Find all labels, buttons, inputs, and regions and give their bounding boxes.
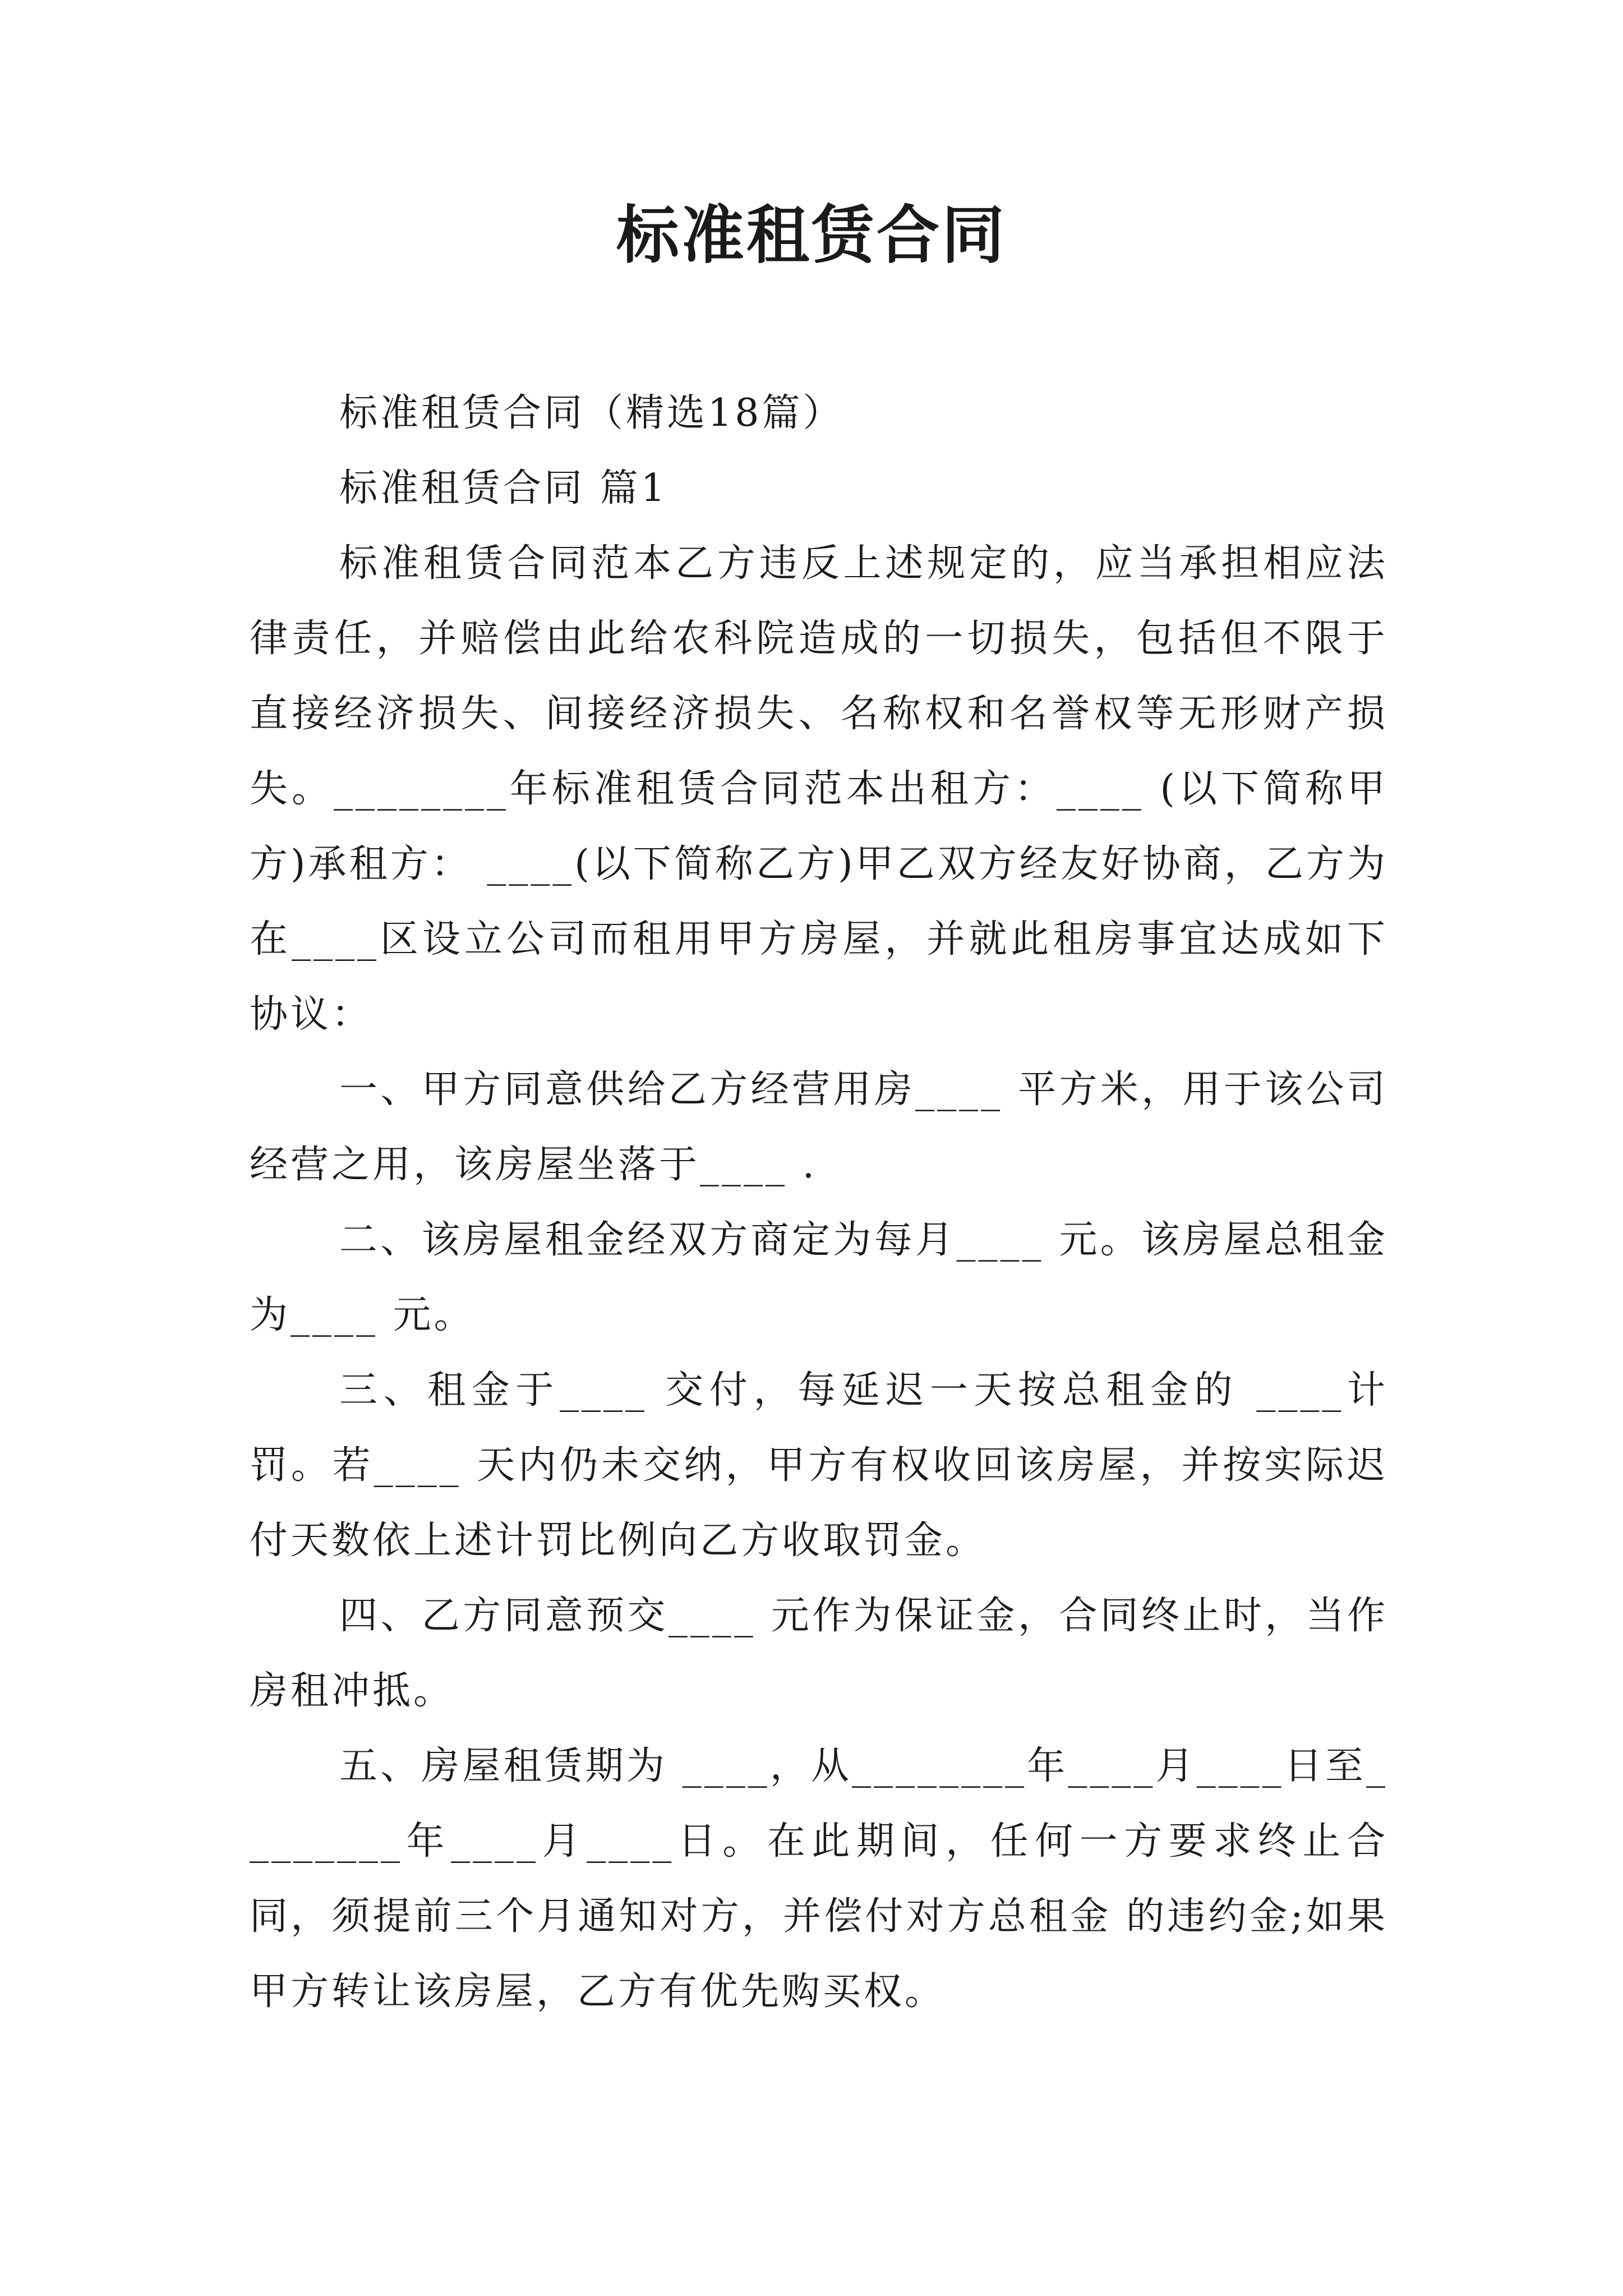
- clause-2: 二、该房屋租金经双方商定为每月____ 元。该房屋总租金为____ 元。: [250, 1218, 1388, 1337]
- section-heading: 标准租赁合同 篇1: [339, 466, 668, 510]
- clause-1: 一、甲方同意供给乙方经营用房____ 平方米，用于该公司经营之用，该房屋坐落于____ .: [250, 1068, 1388, 1187]
- document-body: [250, 376, 1388, 2030]
- clause-5: 五、房屋租赁期为 ____，从________年____月____日至________年____月____日。在此期间，任何一方要求终止合同，须提前三个月通知对方，并偿付对方总租金 的违约金;如果甲方转让该房屋，乙方有优先购买权。: [250, 1744, 1388, 2014]
- subtitle-selection: 标准租赁合同（精选18篇）: [339, 391, 844, 435]
- clause-4: 四、乙方同意预交____ 元作为保证金，合同终止时，当作房租冲抵。: [250, 1594, 1388, 1713]
- document-title: 标准租赁合同: [616, 199, 1007, 272]
- intro-paragraph: 标准租赁合同范本乙方违反上述规定的，应当承担相应法律责任，并赔偿由此给农科院造成的一切损失，包括但不限于直接经济损失、间接经济损失、名称权和名誉权等无形财产损失。________年标准租赁合同范本出租方：____ (以下简称甲方)承租方： ____(以下简称乙方)甲乙双方经友好协商，乙方为在____区设立公司而租用甲方房屋，并就此租房事宜达成如下协议：: [250, 541, 1388, 1037]
- clause-3: 三、租金于____ 交付，每延迟一天按总租金的 ____计罚。若____ 天内仍未交纳，甲方有权收回该房屋，并按实际迟付天数依上述计罚比例向乙方收取罚金。: [250, 1368, 1388, 1563]
